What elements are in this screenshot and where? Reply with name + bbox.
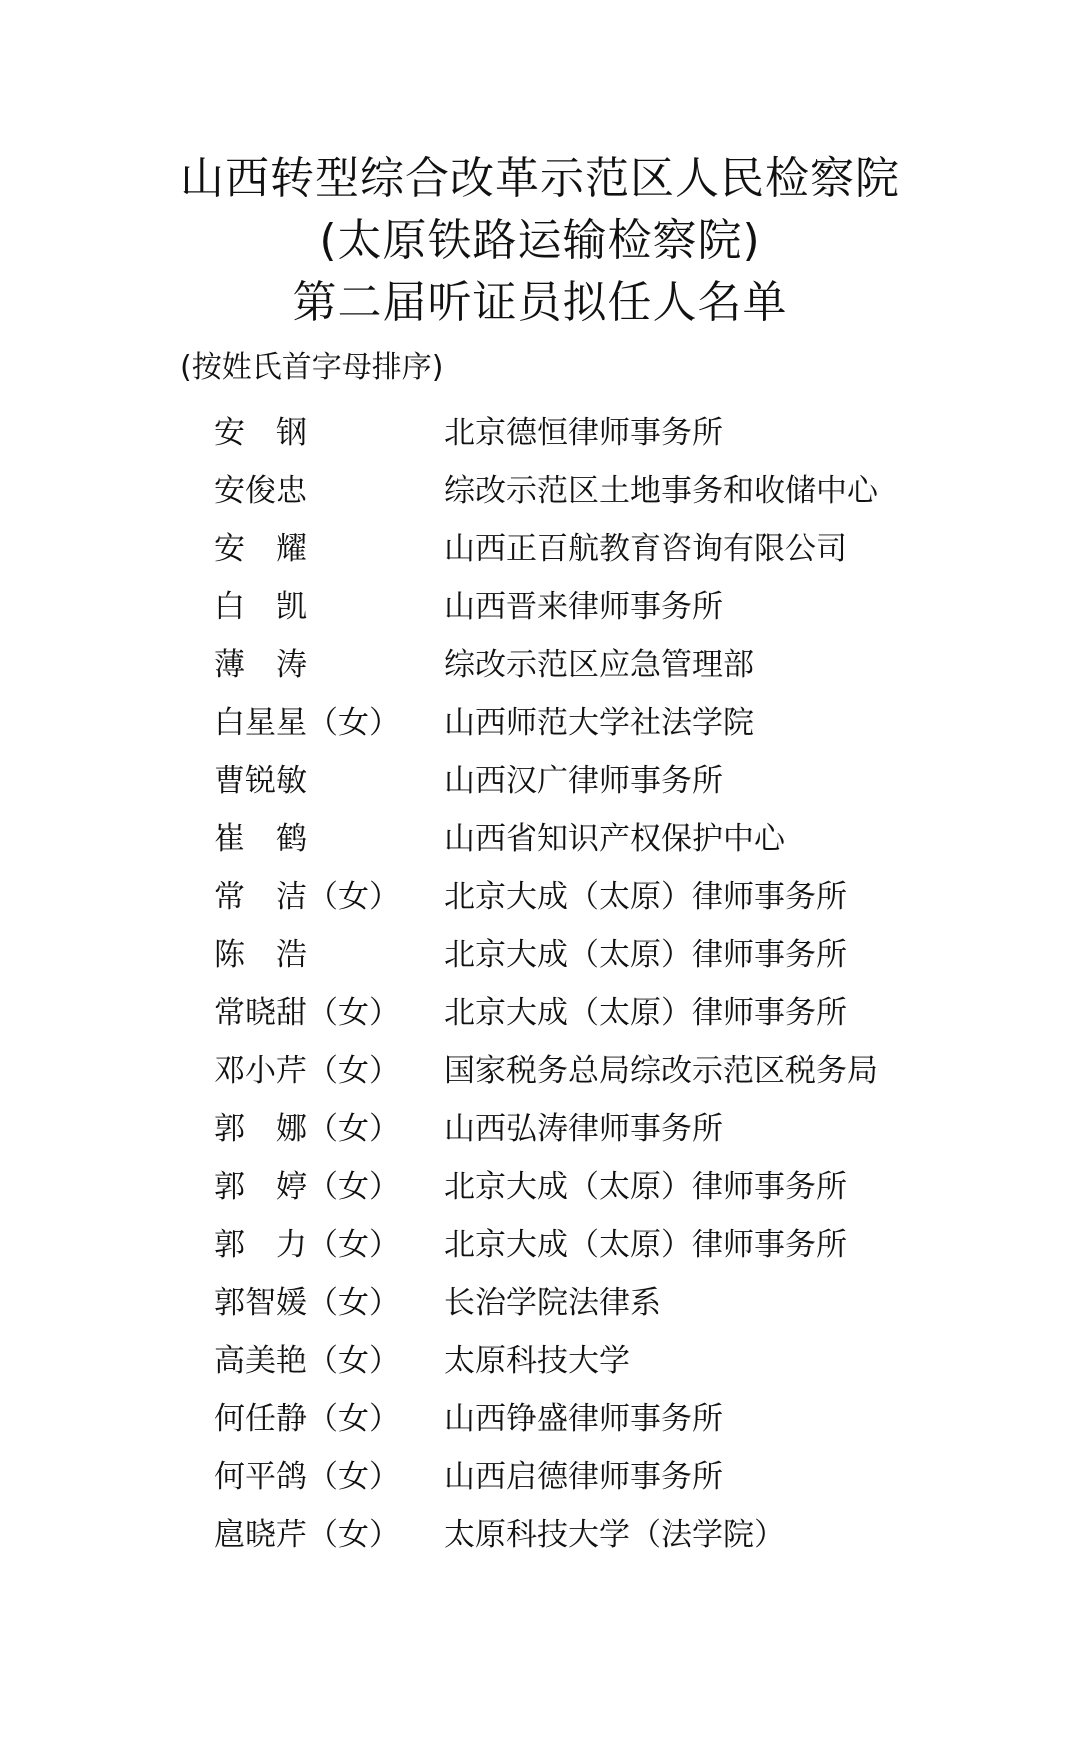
nominee-organization: 国家税务总局综改示范区税务局 (444, 1053, 878, 1089)
nominee-name: 白 凯 (214, 589, 307, 625)
nominee-name: 安 耀 (214, 531, 307, 567)
list-item (214, 1158, 1034, 1216)
list-item (214, 462, 1034, 520)
list-item (214, 868, 1034, 926)
list-item (214, 694, 1034, 752)
nominee-name: 郭 娜（女） (214, 1111, 400, 1147)
nominee-name: 安俊忠 (214, 473, 307, 509)
nominee-organization: 太原科技大学（法学院） (444, 1517, 785, 1553)
nominee-organization: 北京大成（太原）律师事务所 (444, 879, 847, 915)
nominee-organization: 北京大成（太原）律师事务所 (444, 995, 847, 1031)
nominee-organization: 北京大成（太原）律师事务所 (444, 1227, 847, 1263)
nominee-organization: 北京大成（太原）律师事务所 (444, 1169, 847, 1205)
nominee-organization: 山西晋来律师事务所 (444, 589, 723, 625)
nominee-name: 薄 涛 (214, 647, 307, 683)
nominee-name: 郭 力（女） (214, 1227, 400, 1263)
nominee-name: 白星星（女） (214, 705, 400, 741)
nominee-name: 崔 鹤 (214, 821, 307, 857)
nominee-organization: 长治学院法律系 (444, 1285, 661, 1321)
list-item (214, 752, 1034, 810)
list-item (214, 1448, 1034, 1506)
list-item (214, 1100, 1034, 1158)
nominee-name: 陈 浩 (214, 937, 307, 973)
list-item (214, 926, 1034, 984)
nominee-organization: 山西弘涛律师事务所 (444, 1111, 723, 1147)
nominee-name: 郭智媛（女） (214, 1285, 400, 1321)
nominee-list (214, 404, 1034, 1564)
list-item (214, 984, 1034, 1042)
nominee-organization: 山西师范大学社法学院 (444, 705, 754, 741)
nominee-name: 郭 婷（女） (214, 1169, 400, 1205)
list-item (214, 1332, 1034, 1390)
nominee-organization: 山西铮盛律师事务所 (444, 1401, 723, 1437)
list-item (214, 520, 1034, 578)
nominee-name: 高美艳（女） (214, 1343, 400, 1379)
document-title (0, 148, 1080, 334)
nominee-name: 常 洁（女） (214, 879, 400, 915)
list-item (214, 404, 1034, 462)
nominee-organization: 山西省知识产权保护中心 (444, 821, 785, 857)
list-item (214, 810, 1034, 868)
nominee-name: 何任静（女） (214, 1401, 400, 1437)
nominee-name: 曹锐敏 (214, 763, 307, 799)
list-item (214, 1390, 1034, 1448)
nominee-organization: 山西正百航教育咨询有限公司 (444, 531, 847, 567)
nominee-name: 常晓甜（女） (214, 995, 400, 1031)
list-item (214, 1274, 1034, 1332)
nominee-organization: 太原科技大学 (444, 1343, 630, 1379)
list-item (214, 636, 1034, 694)
nominee-name: 扈晓芹（女） (214, 1517, 400, 1553)
nominee-organization: 综改示范区土地事务和收储中心 (444, 473, 878, 509)
title-line-2: (太原铁路运输检察院) (319, 215, 761, 266)
nominee-organization: 综改示范区应急管理部 (444, 647, 754, 683)
sort-note: (按姓氏首字母排序) (180, 350, 444, 385)
nominee-name: 安 钢 (214, 415, 307, 451)
list-item (214, 1042, 1034, 1100)
nominee-organization: 山西汉广律师事务所 (444, 763, 723, 799)
nominee-name: 邓小芹（女） (214, 1053, 400, 1089)
nominee-name: 何平鸽（女） (214, 1459, 400, 1495)
list-item (214, 578, 1034, 636)
nominee-organization: 北京德恒律师事务所 (444, 415, 723, 451)
list-item (214, 1506, 1034, 1564)
title-line-1: 山西转型综合改革示范区人民检察院 (180, 153, 900, 204)
nominee-organization: 山西启德律师事务所 (444, 1459, 723, 1495)
list-item (214, 1216, 1034, 1274)
nominee-organization: 北京大成（太原）律师事务所 (444, 937, 847, 973)
title-line-3: 第二届听证员拟任人名单 (292, 277, 788, 328)
